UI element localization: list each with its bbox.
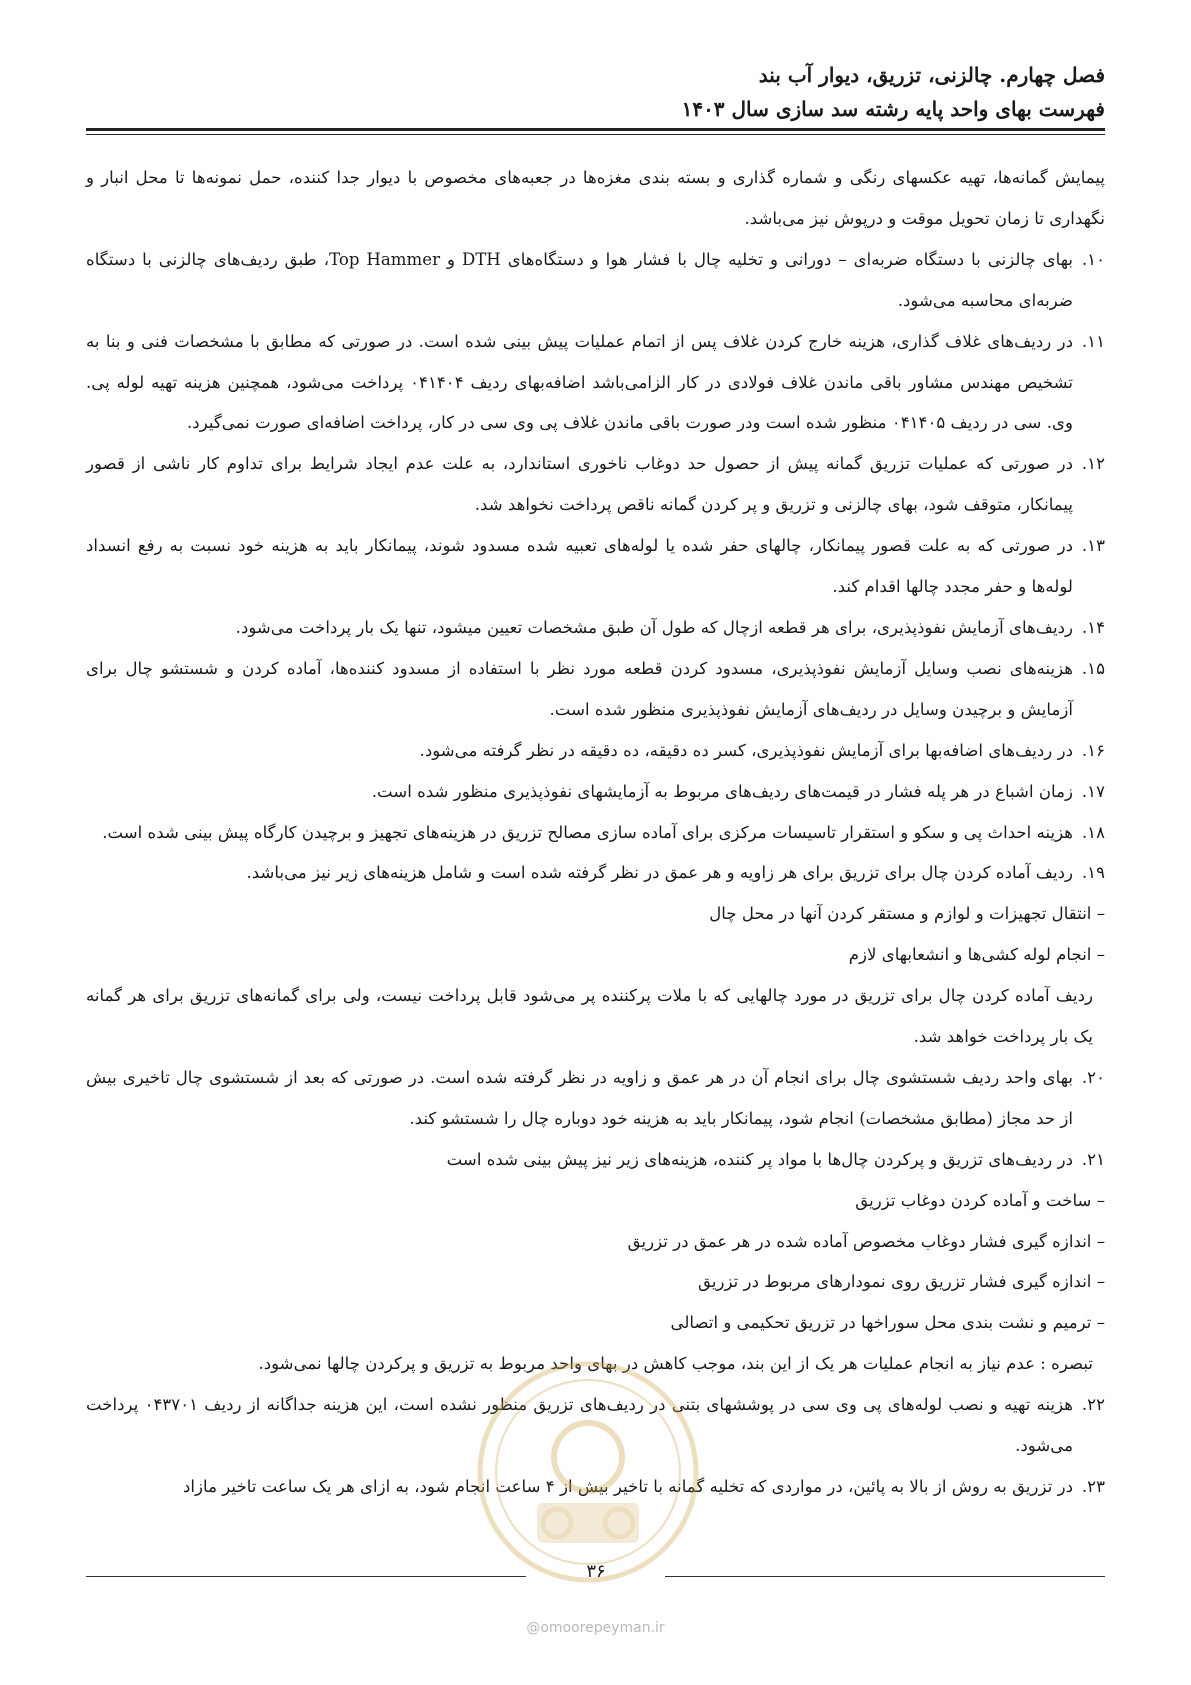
price-list-title: فهرست بهای واحد پایه رشته سد سازی سال ۱۴۰۳ xyxy=(681,97,1105,121)
document-body xyxy=(86,158,1105,1508)
list-item xyxy=(86,731,1105,772)
item-number: ۱۹. xyxy=(1081,863,1105,883)
header-rule-thick xyxy=(86,128,1105,131)
item-text: در صورتی که به علت قصور پیمانکار، چالهای حفر شده یا لوله‌های تعبیه شده مسدود شوند، پیمانکار باید به هزینه خود نسبت به رفع انسداد لوله‌ها و حفر مجدد چالها اقدام کند. xyxy=(86,536,1073,597)
item-text: هزینه تهیه و نصب لوله‌های پی وی سی در پوششهای بتنی در ردیف‌های تزریق منظور نشده است، این هزینه جداگانه از ردیف ۰۴۳۷۰۱ پرداخت می‌شود. xyxy=(86,1395,1073,1456)
item-number: ۱۴. xyxy=(1081,617,1105,637)
chapter-title: فصل چهارم. چالزنی، تزریق، دیوار آب بند xyxy=(758,63,1105,87)
item-text: هزینه‌های نصب وسایل آزمایش نفوذپذیری، مسدود کردن قطعه مورد نظر با استفاده از مسدود کننده‌ها، آماده کردن و شستشو چال برای آزمایش و برچیدن وسایل در ردیف‌های آزمایش نفوذپذیری منظور شده است. xyxy=(86,658,1073,719)
item-text: زمان اشباع در هر پله فشار در قیمت‌های ردیف‌های مربوط به آزمایشهای نفوذپذیری منظور شده است. xyxy=(371,781,1073,801)
item-text: در ردیف‌های غلاف گذاری، هزینه خارج کردن غلاف پس از اتمام عملیات پیش بینی شده است. در صورتی که مطابق با مشخصات فنی و بنا به تشخیص مهندس مشاور باقی ماندن غلاف فولادی در کار الزامی‌باشد اضافه‌بهای ردیف ۰۴۱۴۰۴ پرداخت می‌شود، همچنین هزینه تهیه لوله پی. وی. سی در ردیف ۰۴۱۴۰۵ منظور شده است ودر صورت باقی ماندن غلاف پی وی سی در کار، پرداخت اضافه‌ای صورت نمی‌گیرد. xyxy=(86,331,1073,433)
item-number: ۲۱. xyxy=(1081,1149,1105,1169)
item-number: ۱۲. xyxy=(1081,454,1105,474)
list-item xyxy=(86,1058,1105,1140)
bullet-line: – انتقال تجهیزات و لوازم و مستقر کردن آنها در محل چال xyxy=(709,904,1105,924)
bullet-line: – ساخت و آماده کردن دوغاب تزریق xyxy=(855,1190,1105,1210)
note-tabsere: تبصره : عدم نیاز به انجام عملیات هر یک از این بند، موجب کاهش در بهای واحد مربوط به تزریق و پرکردن چالها نمی‌شود. xyxy=(258,1354,1093,1374)
item-text: در ردیف‌های اضافه‌بها برای آزمایش نفوذپذیری، کسر ده دقیقه، ده دقیقه در نظر گرفته می‌شود. xyxy=(419,740,1073,760)
item-19-note: ردیف آماده کردن چال برای تزریق در مورد چالهایی که با ملات پرکننده پر می‌شود قابل پرداخت نیست، ولی برای گمانه‌های تزریق برای هر گمانه یک بار پرداخت خواهد شد. xyxy=(86,986,1093,1047)
item-text: در ردیف‌های تزریق و پرکردن چال‌ها با مواد پر کننده، هزینه‌های زیر نیز پیش بینی شده است xyxy=(446,1149,1073,1169)
list-item xyxy=(86,240,1105,322)
item-number: ۱۶. xyxy=(1081,740,1105,760)
list-item xyxy=(86,444,1105,526)
footer-handle: @omoorepeyman.ir xyxy=(526,1620,665,1636)
list-item xyxy=(86,526,1105,608)
bullet-line: – اندازه گیری فشار تزریق روی نمودارهای مربوط در تزریق xyxy=(698,1272,1105,1292)
list-item xyxy=(86,853,1105,894)
page-header xyxy=(86,58,1105,126)
item-text: بهای چالزنی با دستگاه ضربه‌ای – دورانی و تخلیه چال با فشار هوا و دستگاه‌های DTH و Top Hammer، طبق ردیف‌های چالزنی با دستگاه ضربه‌ای محاسبه می‌شود. xyxy=(86,249,1073,310)
item-number: ۱۸. xyxy=(1081,822,1105,842)
bullet-line: – انجام لوله کشی‌ها و انشعابهای لازم xyxy=(848,945,1105,965)
page-number: ۳۶ xyxy=(586,1561,606,1582)
item-text: در صورتی که عملیات تزریق گمانه پیش از حصول حد دوغاب ناخوری استاندارد، به علت عدم ایجاد شرایط برای تداوم کار ناشی از قصور پیمانکار، متوقف شود، بهای چالزنی و تزریق و پر کردن گمانه ناقص پرداخت نخواهد شد. xyxy=(86,454,1073,515)
item-number: ۲۰. xyxy=(1081,1067,1105,1087)
item-text: بهای واحد ردیف شستشوی چال برای انجام آن در هر عمق و زاویه در نظر گرفته شده است. در صورتی که بعد از شستشوی چال تاخیری بیش از حد مجاز (مطابق مشخصات) انجام شود، پیمانکار باید به هزینه خود دوباره چال را شستشو کند. xyxy=(86,1067,1073,1128)
item-number: ۲۲. xyxy=(1081,1395,1105,1415)
item-number: ۱۱. xyxy=(1081,331,1105,351)
list-item xyxy=(86,322,1105,445)
item-number: ۲۳. xyxy=(1081,1477,1105,1496)
item-text: ردیف آماده کردن چال برای تزریق برای هر زاویه و هر عمق در نظر گرفته شده است و شامل هزینه‌های زیر نیز می‌باشد. xyxy=(246,863,1073,883)
list-item xyxy=(86,813,1105,854)
list-item xyxy=(86,772,1105,813)
item-text: در تزریق به روش از بالا به پائین، در مواردی که تخلیه گمانه با تاخیر بیش از ۴ ساعت انجام شود، به ازای هر یک ساعت تاخیر مازاد xyxy=(183,1477,1073,1496)
item-text: هزینه احداث پی و سکو و استقرار تاسیسات مرکزی برای آماده سازی مصالح تزریق در هزینه‌های تجهیز و برچیدن کارگاه پیش بینی شده است. xyxy=(102,822,1073,842)
footer-rule-right xyxy=(665,1576,1105,1577)
continuation-paragraph: پیمایش گمانه‌ها، تهیه عکسهای رنگی و شماره گذاری و بسته بندی مغزه‌ها در جعبه‌های مخصوص با دیوار جدا کننده، حمل نمونه‌ها تا محل انبار و نگهداری تا زمان تحویل موقت و درپوش نیز می‌باشد. xyxy=(86,168,1105,228)
item-number: ۱۵. xyxy=(1081,658,1105,678)
list-item xyxy=(86,649,1105,731)
list-item xyxy=(86,1140,1105,1181)
item-text: ردیف‌های آزمایش نفوذپذیری، برای هر قطعه ازچال که طول آن طبق مشخصات تعیین میشود، تنها یک بار پرداخت می‌شود. xyxy=(235,617,1073,637)
bullet-line: – ترمیم و نشت بندی محل سوراخها در تزریق تحکیمی و اتصالی xyxy=(670,1313,1105,1333)
item-number: ۱۳. xyxy=(1081,536,1105,556)
bullet-line: – اندازه گیری فشار دوغاب مخصوص آماده شده در هر عمق در تزریق xyxy=(627,1231,1105,1251)
item-number: ۱۰. xyxy=(1081,249,1105,269)
watermark-seal-icon xyxy=(473,1357,703,1587)
list-item xyxy=(86,608,1105,649)
header-rule-thin xyxy=(86,134,1105,135)
item-number: ۱۷. xyxy=(1081,781,1105,801)
footer-rule-left xyxy=(86,1576,526,1577)
